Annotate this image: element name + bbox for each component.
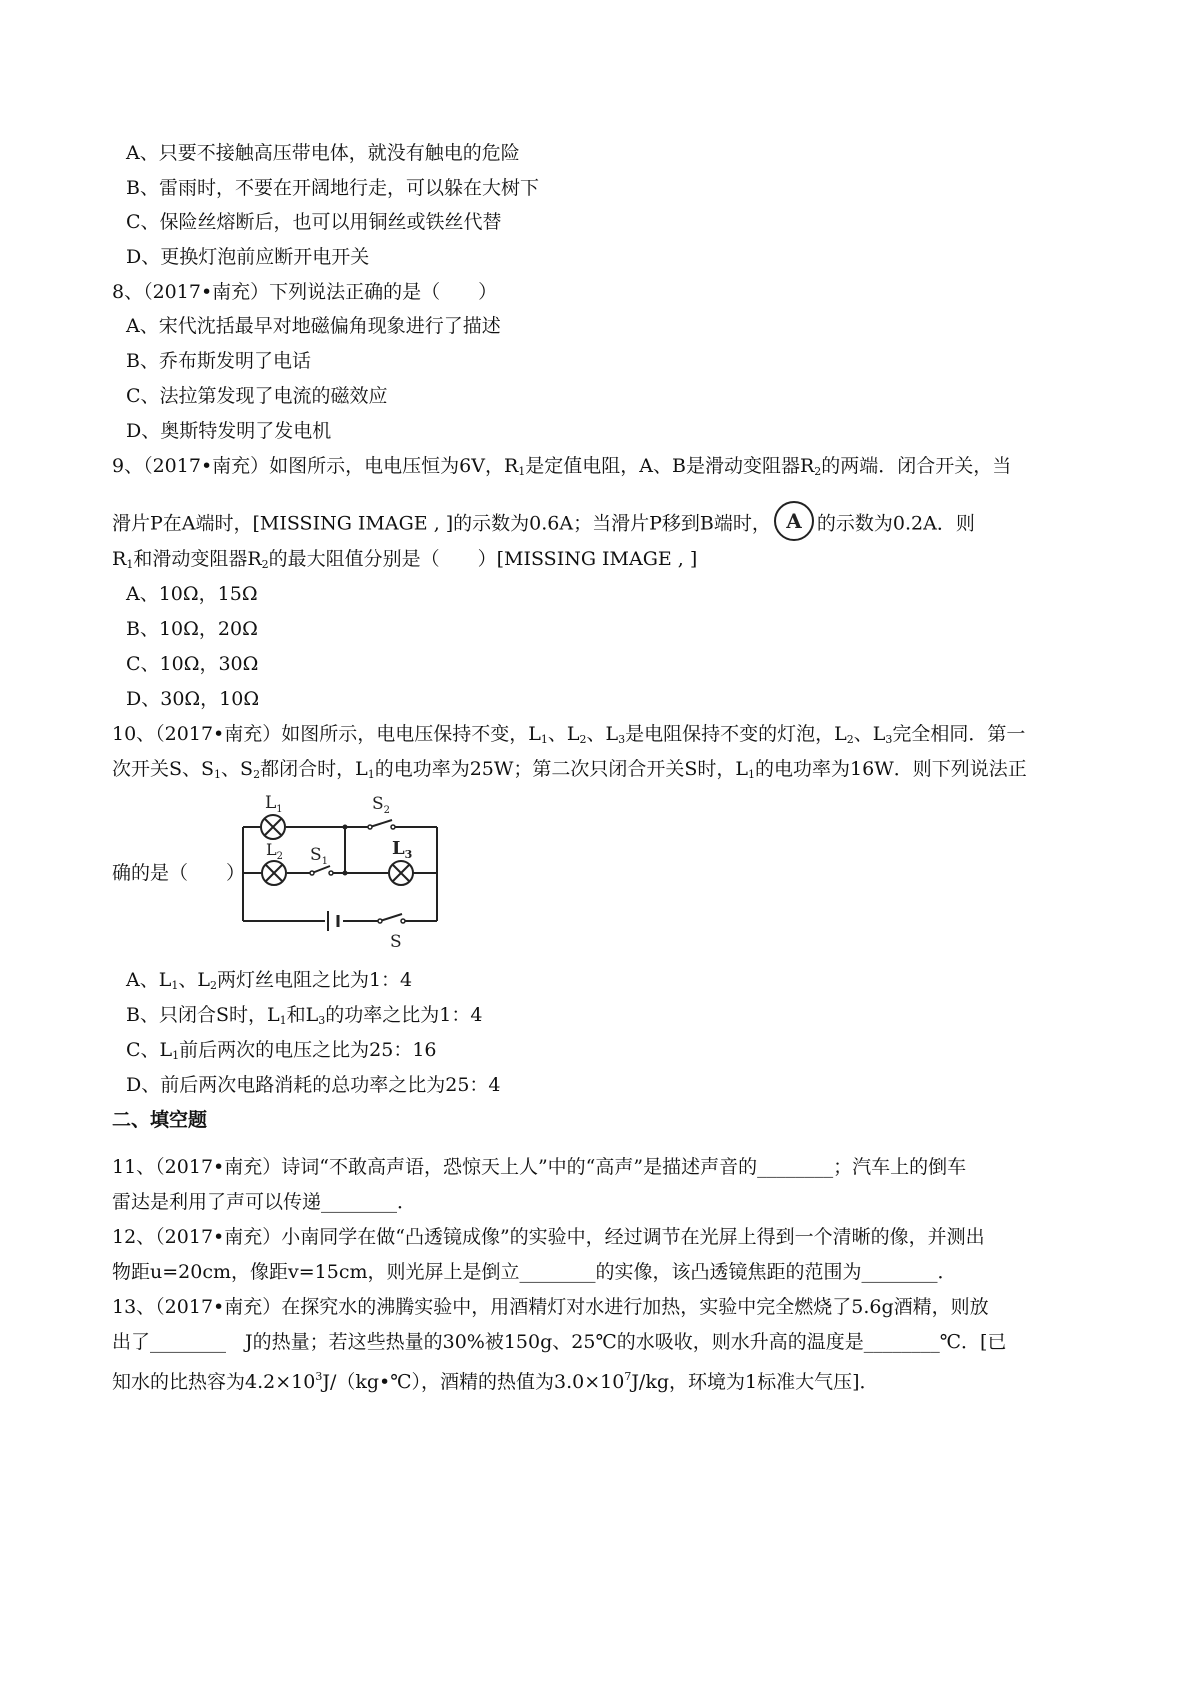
q10-stem-line-2: 次开关S、$S_1$、$S_2$都闭合时，$L_1$的电功率为25W；第二次只闭合开关S时，$L_1$的电功率为16W．则下列说法正	[112, 758, 1027, 781]
label-l3: $L_3$	[392, 838, 413, 861]
lamp-l1-icon	[261, 815, 285, 839]
q9-stem-line-1: 9、（2017•南充）如图所示，电电压恒为6V，$R_1$是定值电阻，A、B是滑动变阻器$R_2$的两端．闭合开关，当	[112, 455, 1012, 478]
q7-option-b: B、雷雨时，不要在开阔地行走，可以躲在大树下	[126, 177, 539, 199]
q8-stem: 8、（2017•南充）下列说法正确的是（ ）	[112, 281, 498, 303]
q10-option-d: D、前后两次电路消耗的总功率之比为25：4	[126, 1074, 501, 1096]
circuit-diagram	[235, 790, 450, 955]
lamp-l2-icon	[262, 861, 286, 885]
q9-option-c: C、10Ω，30Ω	[126, 653, 259, 675]
q9-option-a: A、10Ω，15Ω	[126, 583, 258, 605]
q7-option-a: A、只要不接触高压带电体，就没有触电的危险	[126, 142, 520, 164]
ammeter-icon	[771, 499, 817, 550]
q8-option-d: D、奥斯特发明了发电机	[126, 420, 332, 442]
q7-option-d: D、更换灯泡前应断开电开关	[126, 246, 370, 268]
q9-stem-line-3: $R_1$和滑动变阻器$R_2$的最大阻值分别是（ ）[MISSING IMAGE , ]	[112, 548, 698, 571]
q11-line-2: 雷达是利用了声可以传递________．	[112, 1191, 417, 1213]
q7-option-c: C、保险丝熔断后，也可以用铜丝或铁丝代替	[126, 211, 502, 233]
q9-option-b: B、10Ω，20Ω	[126, 618, 258, 640]
q8-option-c: C、法拉第发现了电流的磁效应	[126, 385, 388, 407]
label-l2: $L_2$	[266, 840, 283, 862]
section-heading-fill-in: 二、填空题	[112, 1109, 208, 1131]
svg-text:A: A	[786, 509, 802, 533]
label-s2: $S_2$	[372, 794, 391, 816]
q12-line-2: 物距u=20cm，像距v=15cm，则光屏上是倒立________的实像，该凸透镜焦距的范围为________．	[112, 1261, 957, 1283]
label-l1: $L_1$	[265, 793, 283, 815]
q8-option-a: A、宋代沈括最早对地磁偏角现象进行了描述	[126, 315, 501, 337]
q10-option-c: C、$L_1$前后两次的电压之比为25：16	[126, 1039, 437, 1062]
junction-dot-top	[343, 825, 348, 830]
q13-line-3: 知水的比热容为$4.2\times 10^3J/(kg•℃)$，酒精的热值为$3.0\times 10^7J/kg$，环境为1标准大气压]．	[112, 1370, 879, 1393]
q9-option-d: D、30Ω，10Ω	[126, 688, 260, 710]
q10-stem-line-1: 10、（2017•南充）如图所示，电电压保持不变，$L_1$、$L_2$、$L_3$是电阻保持不变的灯泡，$L_2$、$L_3$完全相同．第一	[112, 723, 1026, 746]
q11-line-1: 11、（2017•南充）诗词“不敢高声语，恐惊天上人”中的“高声”是描述声音的________；汽车上的倒车	[112, 1156, 967, 1178]
q10-option-a: A、$L_1$、$L_2$两灯丝电阻之比为1：4	[126, 969, 413, 992]
q10-stem-line-3: 确的是（ ）	[112, 862, 246, 884]
q10-option-b: B、只闭合S时，$L_1$和$L_3$的功率之比为1：4	[126, 1004, 483, 1027]
label-s1: $S_1$	[310, 845, 329, 867]
q9-stem-line-2: 滑片P在A端时，[MISSING IMAGE , ]的示数为0.6A；当滑片P移到B端时， A 的示数为0.2A．则	[112, 499, 1090, 550]
q12-line-1: 12、（2017•南充）小南同学在做“凸透镜成像”的实验中，经过调节在光屏上得到一个清晰的像，并测出	[112, 1226, 985, 1248]
junction-dot-middle	[343, 871, 348, 876]
q13-line-1: 13、（2017•南充）在探究水的沸腾实验中，用酒精灯对水进行加热，实验中完全燃烧了5.6g酒精，则放	[112, 1296, 989, 1318]
label-s: S	[390, 932, 402, 952]
lamp-l3-icon	[389, 861, 413, 885]
q13-line-2: 出了________ J的热量；若这些热量的30%被150g、25℃的水吸收，则水升高的温度是________℃．[已	[112, 1331, 1007, 1353]
q8-option-b: B、乔布斯发明了电话	[126, 350, 311, 372]
